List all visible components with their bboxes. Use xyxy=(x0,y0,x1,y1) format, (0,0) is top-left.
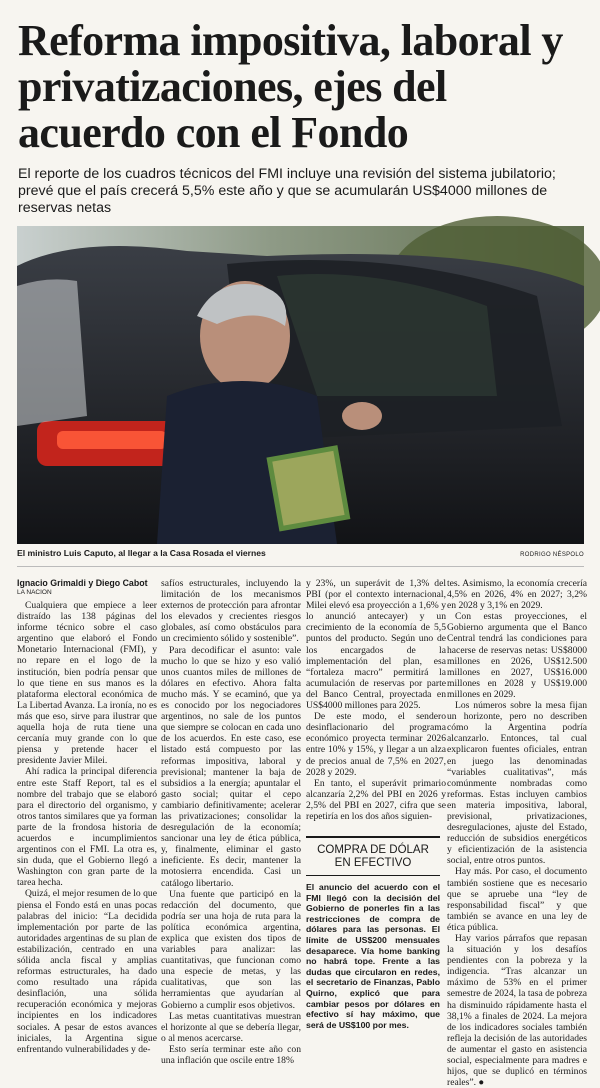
paragraph: Con estas proyecciones, el Gobierno argumenta que el Banco Central tendrá las condiciones para hacerse de reservas netas: US$8000 millones en 2026, US$12.500 millones en 2027, US$16.000 millones en 2028 y US$19.000 millones en 2029. xyxy=(447,611,587,700)
paragraph: y 23%, un superávit de 1,3% del PBI (por el contexto internacional, Milei elevó esa proyección a 1,6% y lo anunció antecayer) y un crecimiento de la economía de 5,5 puntos del producto. Según uno de los encargados de la implementación del plan, esa “fortaleza macro” permitirá la acumulación de reservas por parte del Banco Central, proyectada en US$4000 millones para 2025. xyxy=(306,578,446,712)
paragraph: safíos estructurales, incluyendo la limitación de los mecanismos externos de protección para afrontar los elevados y crecientes riesgos globales, así como obstáculos para un crecimiento sólido y sostenible”. xyxy=(161,578,301,645)
column-1 xyxy=(17,578,157,1055)
paragraph: Ahí radica la principal diferencia entre este Staff Report, tal es el nombre del trabajo que se elaboró para el directorio del organismo, y otros tantos similares que ya forman parte de la frondosa historia de acuerdos e incumplimientos argentinos con el FMI. La otra es, sin duda, que el Gobierno llegó a Washington con gran parte de la tarea hecha. xyxy=(17,766,157,889)
byline: Ignacio Grimaldi y Diego Cabot xyxy=(17,578,148,588)
column-3 xyxy=(306,578,446,836)
sidebar-box-dollar xyxy=(306,836,440,1030)
paragraph: En tanto, el superávit primario alcanzaría 2,2% del PBI en 2026 y 2,5% del PBI en 2027, cifra que se repetiría en los dos años siguien- xyxy=(306,777,446,822)
paragraph: Quizá, el mejor resumen de lo que piensa el Fondo está en unas pocas palabras del inicio: “La decidida implementación por parte de las autoridades argentinas de su plan de estabilización, centrado en una sólida ancla fiscal y amplias reformas estructurales, ha dado como resultado una rápida desinflación, una sólida recuperación económica y mejoras incipientes en los indicadores sociales. A pesar de estos avances iniciales, la Argentina sigue enfrentando vulnerabilidades y de- xyxy=(17,888,157,1055)
deck-subtitle: El reporte de los cuadros técnicos del FMI incluye una revisión del sistema jubilatorio; prevé que el país crecerá 5,5% este año y que se acumularán US$4000 millones de reservas netas xyxy=(18,166,556,216)
photo-minister-car xyxy=(17,226,584,544)
photo-caption: El ministro Luis Caputo, al llegar a la Casa Rosada el viernes xyxy=(17,548,266,558)
paragraph: Los números sobre la mesa fijan un horizonte, pero no describen cómo la Argentina podría alcanzarlo. Entonces, tal cual explicaron fuentes oficiales, entran en juego las denominadas “variables cualitativas”, más comúnmente nombradas como reformas. Estas incluyen cambios en materia impositiva, laboral, previsional, privatizaciones, desregulaciones, ajuste del Estado, reducción de subsidios energéticos y eficientización de la asistencia social, entre otros puntos. xyxy=(447,700,587,867)
paragraph: De este modo, el sendero desinflacionario del programa económico proyecta terminar 2026 entre 10% y 15%, y llegar a un alza de precios anual de 7,5% en 2027, 2028 y 2029. xyxy=(306,711,446,778)
paragraph: Una fuente que participó en la redacción del documento, que podría ser una hoja de ruta para la política económica argentina, explica que existen dos tipos de variables para analizar: las cuantitativas, que funcionan como una especie de metas, y las cualitativas, que son las herramientas que ayudarían al Gobierno a cumplir esos objetivos. xyxy=(161,888,301,1011)
source-label: LA NACION xyxy=(17,589,52,596)
headline: Reforma impositiva, laboral y privatizaciones, ejes del acuerdo con el Fondo xyxy=(18,16,563,157)
sidebar-box-body: El anuncio del acuerdo con el FMI llegó con la decisión del Gobierno de ponerles fin a las restricciones de compra de dólares para las personas. El límite de US$200 mensuales desaparece. Vía home banking no habrá tope. Frente a las dudas que circularon en redes, el secretario de Finanzas, Pablo Quirno, explicó que para cambiar pesos por dólares en efectivo sí hay máximo, que será de US$100 por mes. xyxy=(306,882,440,1030)
paragraph: Esto sería terminar este año con una inflación que oscile entre 18% xyxy=(161,1043,301,1067)
paragraph: Cualquiera que empiece a leer distraído las 138 páginas del informe técnico sobre el caso argentino que elaboró el Fondo Monetario Internacional (FMI), y no repare en el logo de la institución, bien podría pensar que lo que tiene en sus manos es la plataforma electoral económica de La Libertad Avanza. La ironía, no es más que eso, sirve para ilustrar que aquella hoja de ruta tiene una cercanía muy grande con lo que piensa y pretende hacer el presidente Javier Milei. xyxy=(17,600,157,767)
paragraph: Hay varios párrafos que repasan la situación y los desafíos pendientes con la pobreza y la indigencia. “Tras alcanzar un máximo de 53% en el primer semestre de 2024, la tasa de pobreza ha disminuido rápidamente hasta el 38,1% a finales de 2024. La mejora de los indicadores sociales también refleja la decisión de las autoridades de aumentar el gasto en asistencia social, especialmente para madres e hijos, que se duplicó en términos reales”. ● xyxy=(447,933,587,1088)
divider xyxy=(17,566,584,567)
paragraph: tes. Asimismo, la economía crecería 4,5% en 2026, 4% en 2027; 3,2% en 2028 y 3,1% en 2029. xyxy=(447,578,587,612)
photo-credit: RODRIGO NÉSPOLO xyxy=(520,552,584,558)
paragraph: Hay más. Por caso, el documento también sostiene que es necesario que se apruebe una “ley de responsabilidad fiscal” y que también se avance en una ley de ética pública. xyxy=(447,866,587,933)
photo-caption-row xyxy=(17,548,584,558)
sidebar-box-title: COMPRA DE DÓLAR EN EFECTIVO xyxy=(306,838,440,876)
column-4 xyxy=(447,578,587,1088)
column-2 xyxy=(161,578,301,1067)
paragraph: Las metas cuantitativas muestran el horizonte al que se debería llegar, o al menos acercarse. xyxy=(161,1010,301,1044)
paragraph: Para decodificar el asunto: vale mucho lo que se hizo y eso valió unos cuantos miles de millones de dólares en efectivo. Ahora falta mucho más. Y se ecaminó, que ya es conocido por los negociadores argentinos, no sale de los puntos que siempre se colocan en cada uno de los acuerdos. En este caso, ese listado está compuesto por las reformas impositiva, laboral y previsional; mantener la baja de subsidios a la energía; apuntalar el gasto social; quitar el cepo cambiario definitivamente; acelerar las privatizaciones; consolidar la desregulación de la economía; sancionar una ley de ética pública, y, finalmente, eliminar el gasto ineficiente. Es decir, mantener la motosierra encendida. Casi un catálogo libertario. xyxy=(161,644,301,889)
